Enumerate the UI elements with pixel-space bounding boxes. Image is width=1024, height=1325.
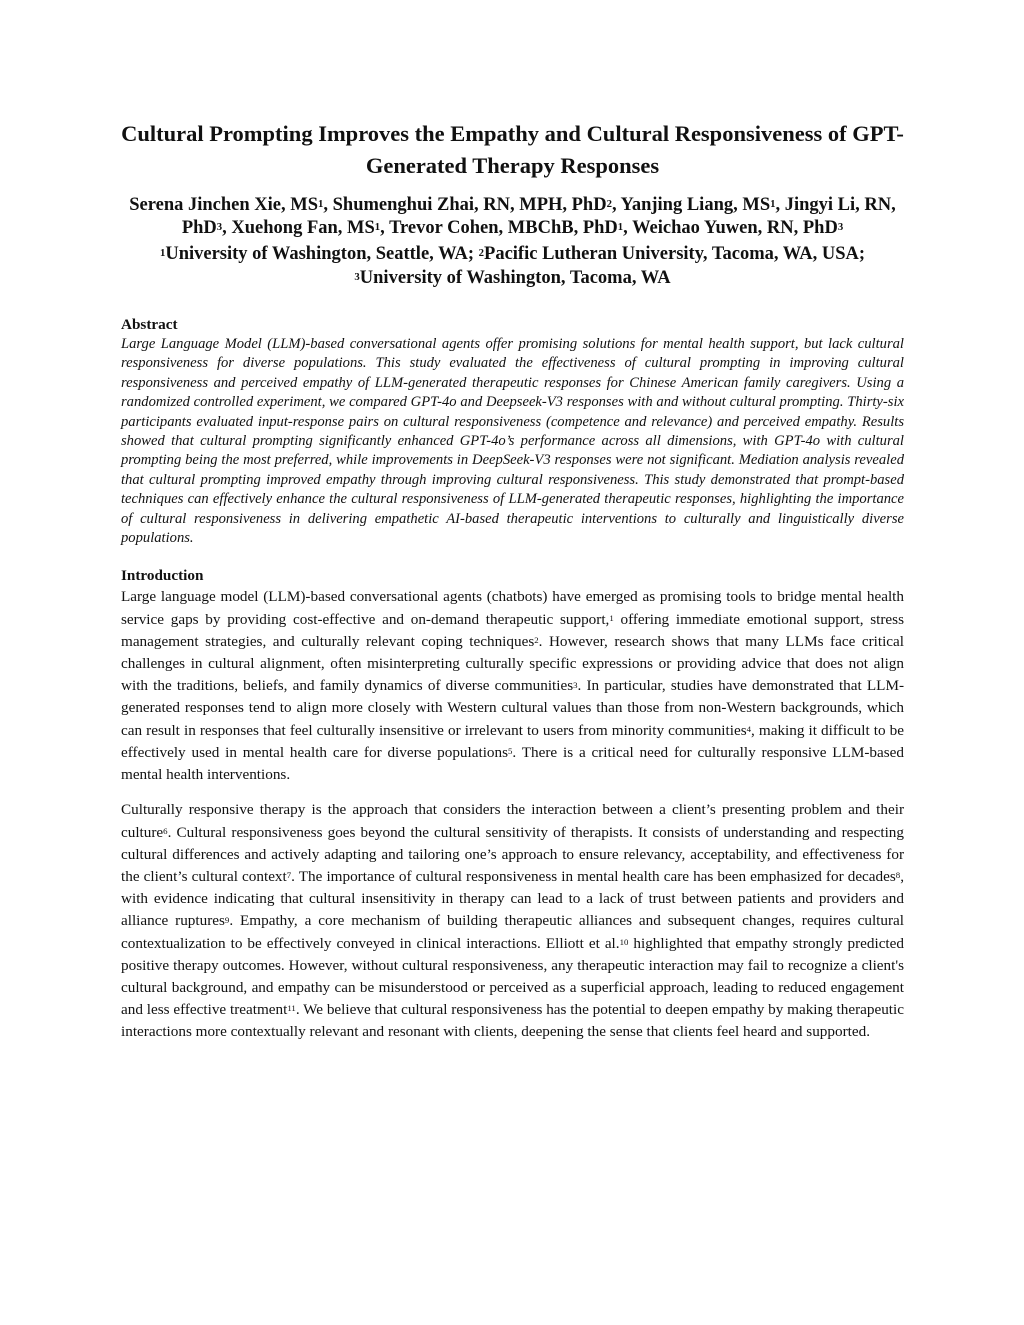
affiliation-marker: 3 (216, 220, 223, 233)
citation-marker: 8 (895, 870, 901, 881)
citation-marker: 4 (746, 724, 752, 735)
citation-marker: 1 (609, 613, 614, 624)
affiliation-marker: 1 (617, 220, 624, 233)
affiliation-number: 2 (478, 246, 485, 259)
citation-marker: 10 (619, 936, 629, 947)
text-run: , with evidence indicating that cultural insensitivity in therapy can lead to a lack of trust between patients and providers and alliance ruptures (121, 867, 904, 930)
author-separator: , (611, 195, 621, 215)
citation-marker: 7 (286, 870, 292, 881)
abstract-text: Large Language Model (LLM)-based conversational agents offer promising solutions for mental health support, but lack cultural responsiveness for diverse populations. This study evaluated the effectiveness of cultural prompting in improving cultural responsiveness and perceived empathy of LLM-generated therapeutic responses for Chinese American family caregivers. Using a randomized controlled experiment, we compared GPT-4o and Deepseek-V3 responses with and without cultural prompting. Thirty-six participants evaluated input-response pairs on cultural responsiveness (competence and relevance) and perceived empathy. Results showed that cultural prompting significantly enhanced GPT-4o’s performance across all dimensions, with GPT-4o with cultural prompting being the most preferred, while improvements in DeepSeek-V3 responses were not significant. Mediation analysis revealed that cultural prompting improved empathy through improving cultural responsiveness. This study demonstrated that prompt-based techniques can effectively enhance the cultural responsiveness of LLM-generated therapeutic responses, highlighting the importance of cultural responsiveness in delivering empathetic AI-based therapeutic interventions to culturally and linguistically diverse populations. (121, 336, 904, 547)
author-name: Weichao Yuwen, RN, PhD (632, 218, 838, 238)
introduction-heading: Introduction (121, 567, 204, 585)
author-separator: , (775, 195, 785, 215)
author-name: Jingyi Li, RN, PhD (181, 195, 896, 238)
paper-title: Cultural Prompting Improves the Empathy and Cultural Responsiveness of GPT-Generated Therapy Responses (121, 121, 904, 178)
affiliation-list (121, 242, 904, 290)
text-run: . We believe that cultural responsiveness has the potential to deepen empathy by making therapeutic interactions more contextually relevant and resonant with clients, deepening the sense that clients feel heard and supported. (121, 1001, 904, 1041)
paper-page (121, 118, 904, 1044)
author-separator: , (380, 218, 390, 238)
introduction-paragraph-1 (121, 586, 904, 786)
text-run: . In particular, studies have demonstrated that LLM-generated responses tend to align more closely with Western cultural values than those from non-Western backgrounds, which can result in responses that feel culturally insensitive or irrelevant to users from minority communities (121, 677, 905, 739)
author-separator: , (222, 218, 232, 238)
citation-marker: 3 (573, 679, 578, 690)
author-name: Serena Jinchen Xie, MS (129, 195, 319, 215)
author-name: Yanjing Liang, MS (620, 195, 771, 215)
text-run: . There is a critical need for culturally responsive LLM-based mental health interventions. (121, 743, 904, 784)
author-name: Xuehong Fan, MS (231, 218, 375, 238)
introduction-paragraph-2 (121, 799, 904, 1043)
text-run: Large language model (LLM)-based conversational agents (chatbots) have emerged as promising tools to bridge mental health service gaps by providing cost-effective and on-demand therapeutic support, (121, 588, 904, 628)
affiliation-number: 3 (354, 270, 360, 283)
citation-marker: 11 (287, 1003, 296, 1014)
author-list (121, 194, 904, 240)
abstract-heading: Abstract (121, 316, 178, 333)
citation-marker: 9 (224, 914, 230, 925)
text-run: . However, research shows that many LLMs face critical challenges in cultural alignment, often misinterpreting culturally specific expressions or providing advice that does not align with the traditions, beliefs, and family dynamics of diverse communities (121, 632, 904, 695)
author-separator: , (323, 195, 333, 215)
affiliation-text: University of Washington, Seattle, WA; (165, 244, 479, 264)
author-separator: , (623, 218, 633, 238)
affiliation-text: University of Washington, Tacoma, WA (359, 268, 671, 288)
affiliation-marker: 2 (606, 197, 612, 210)
affiliation-marker: 1 (374, 220, 381, 233)
affiliation-text: Pacific Lutheran University, Tacoma, WA, USA; (484, 244, 865, 264)
affiliation-marker: 3 (837, 220, 844, 233)
affiliation-number: 1 (159, 246, 166, 259)
text-run: . The importance of cultural responsiveness in mental health care has been emphasized for decades (291, 867, 896, 885)
author-name: Shumenghui Zhai, RN, MPH, PhD (332, 195, 607, 215)
citation-marker: 2 (534, 635, 539, 646)
text-run: . Empathy, a core mechanism of building therapeutic alliances and subsequent changes, requires cultural contextualization to be effectively conveyed in clinical interactions. Elliott et al. (121, 912, 905, 952)
affiliation-marker: 1 (770, 197, 776, 210)
text-run: Culturally responsive therapy is the approach that considers the interaction between a client’s presenting problem and their culture (121, 801, 904, 841)
citation-marker: 5 (508, 746, 513, 757)
author-name: Trevor Cohen, MBChB, PhD (389, 218, 618, 238)
text-run: , making it difficult to be effectively used in mental health care for diverse populations (121, 721, 905, 761)
text-run: highlighted that empathy strongly predicted positive therapy outcomes. However, without cultural responsiveness, any therapeutic interaction may fail to recognize a client's cultural background, and empathy can be misunderstood or perceived as a superficial approach, leading to reduced engagement and less effective treatment (121, 934, 904, 1019)
text-run: offering immediate emotional support, stress management strategies, and culturally relevant coping techniques (121, 610, 904, 650)
citation-marker: 6 (163, 825, 168, 836)
affiliation-marker: 1 (318, 197, 324, 210)
text-run: . Cultural responsiveness goes beyond the cultural sensitivity of therapists. It consists of understanding and respecting cultural differences and actively adapting and tailoring one’s approach to ensure relevancy, acceptability, and effectiveness for the client’s cultural context (121, 823, 904, 885)
